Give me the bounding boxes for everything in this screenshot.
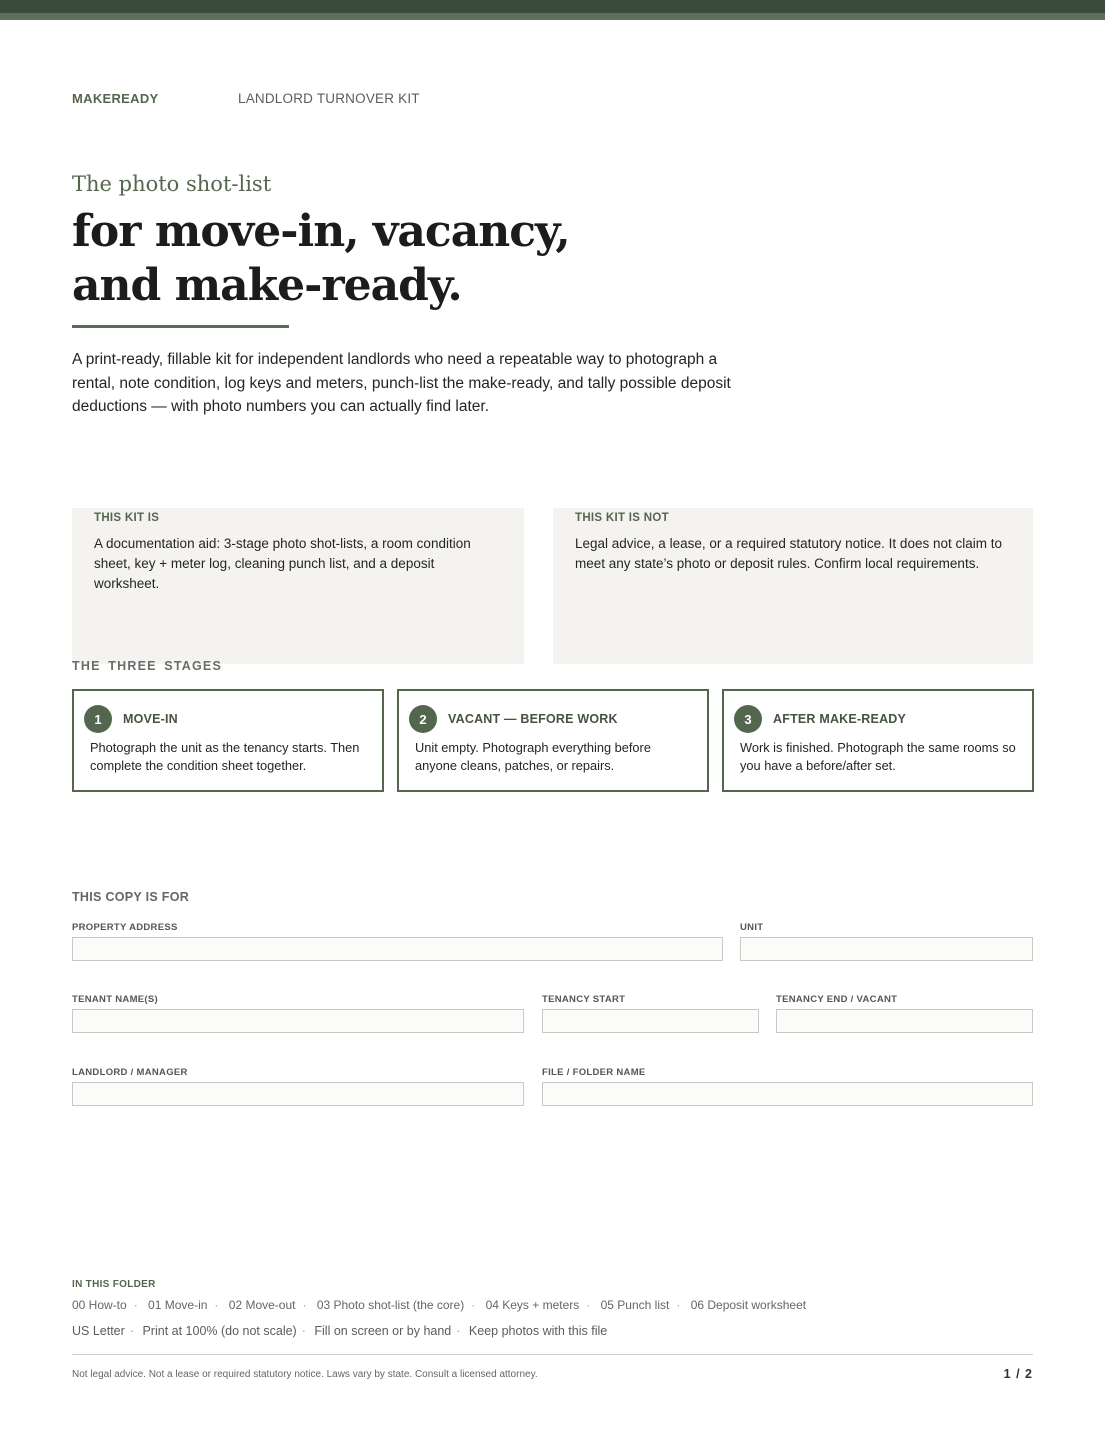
kit-name: LANDLORD TURNOVER KIT [238,91,420,106]
stage-number-badge: 3 [734,705,762,733]
stage-number-badge: 2 [409,705,437,733]
stage-card-after-make-ready [722,689,1034,792]
folder-item: 06 Deposit worksheet [690,1298,807,1312]
file-folder-name-label: FILE / FOLDER NAME [542,1067,646,1078]
print-note: Fill on screen or by hand [314,1324,452,1338]
brand-name: MAKEREADY [72,91,159,106]
folder-item: 00 How-to [72,1298,127,1312]
print-note: Keep photos with this file [468,1324,608,1338]
intro-paragraph: A print-ready, fillable kit for independent landlords who need a repeatable way to photograph a rental, note condition, log keys and meters, punch-list the make-ready, and tally possible deposit deductions — with photo numbers you can actually find later. [72,351,731,415]
tenancy-start-label: TENANCY START [542,994,626,1005]
stages-heading: THE THREE STAGES [72,659,222,673]
top-bar-dark [0,0,1105,13]
unit-label: UNIT [740,922,764,933]
kit-is-not-body: Legal advice, a lease, or a required statutory notice. It does not claim to meet any state’s photo or deposit rules. Confirm local requirements. [575,536,1002,571]
kit-is-panel [72,508,524,664]
print-note: Print at 100% (do not scale) [142,1324,297,1338]
stage-card-vacant [397,689,709,792]
page-number: 1 / 2 [1003,1367,1033,1381]
stage-description: Photograph the unit as the tenancy starts. Then complete the condition sheet together. [90,740,360,773]
top-bar-light [0,13,1105,20]
title-line-2: and make-ready. [72,260,462,311]
print-notes: US Letter · Print at 100% (do not scale) · Fill on screen or by hand · Keep photos with this file [72,1324,608,1338]
stage-title: VACANT — BEFORE WORK [448,712,618,726]
property-address-label: PROPERTY ADDRESS [72,922,178,933]
footer-divider [72,1354,1033,1355]
title-underline [72,325,289,328]
tenant-names-field[interactable] [72,1009,524,1033]
folder-contents-heading: IN THIS FOLDER [72,1279,156,1290]
stage-description: Work is finished. Photograph the same rooms so you have a before/after set. [740,740,1016,773]
print-note: US Letter [72,1324,125,1338]
tenant-names-label: TENANT NAME(S) [72,994,158,1005]
tenancy-end-field[interactable] [776,1009,1033,1033]
stage-card-move-in [72,689,384,792]
folder-item: 02 Move-out [228,1298,296,1312]
page-title [72,205,832,313]
legal-disclaimer: Not legal advice. Not a lease or required statutory notice. Laws vary by state. Consult a licensed attorney. [72,1369,538,1380]
stage-description: Unit empty. Photograph everything before anyone cleans, patches, or repairs. [415,740,651,773]
folder-item: 03 Photo shot-list (the core) [316,1298,465,1312]
folder-item: 04 Keys + meters [485,1298,580,1312]
kit-is-not-heading: THIS KIT IS NOT [575,512,669,524]
stage-number-badge: 1 [84,705,112,733]
kit-is-not-panel [553,508,1033,664]
unit-field[interactable] [740,937,1033,961]
file-folder-name-field[interactable] [542,1082,1033,1106]
landlord-manager-field[interactable] [72,1082,524,1106]
stage-title: AFTER MAKE-READY [773,712,907,726]
stage-title: MOVE-IN [123,712,178,726]
form-heading: THIS COPY IS FOR [72,890,190,904]
tenancy-start-field[interactable] [542,1009,759,1033]
landlord-manager-label: LANDLORD / MANAGER [72,1067,188,1078]
page-subtitle: The photo shot-list [72,172,272,196]
folder-item: 01 Move-in [148,1298,208,1312]
folder-item: 05 Punch list [600,1298,670,1312]
kit-is-body: A documentation aid: 3-stage photo shot-lists, a room condition sheet, key + meter log, cleaning punch list, and a deposit worksheet. [94,536,471,591]
folder-contents-list: 00 How-to · 01 Move-in · 02 Move-out · 03 Photo shot-list (the core) · 04 Keys + meters · 05 Punch list · 06 Deposit worksheet [72,1298,807,1312]
property-address-field[interactable] [72,937,723,961]
title-line-1: for move-in, vacancy, [72,206,570,257]
tenancy-end-label: TENANCY END / VACANT [776,994,898,1005]
kit-is-heading: THIS KIT IS [94,512,160,524]
